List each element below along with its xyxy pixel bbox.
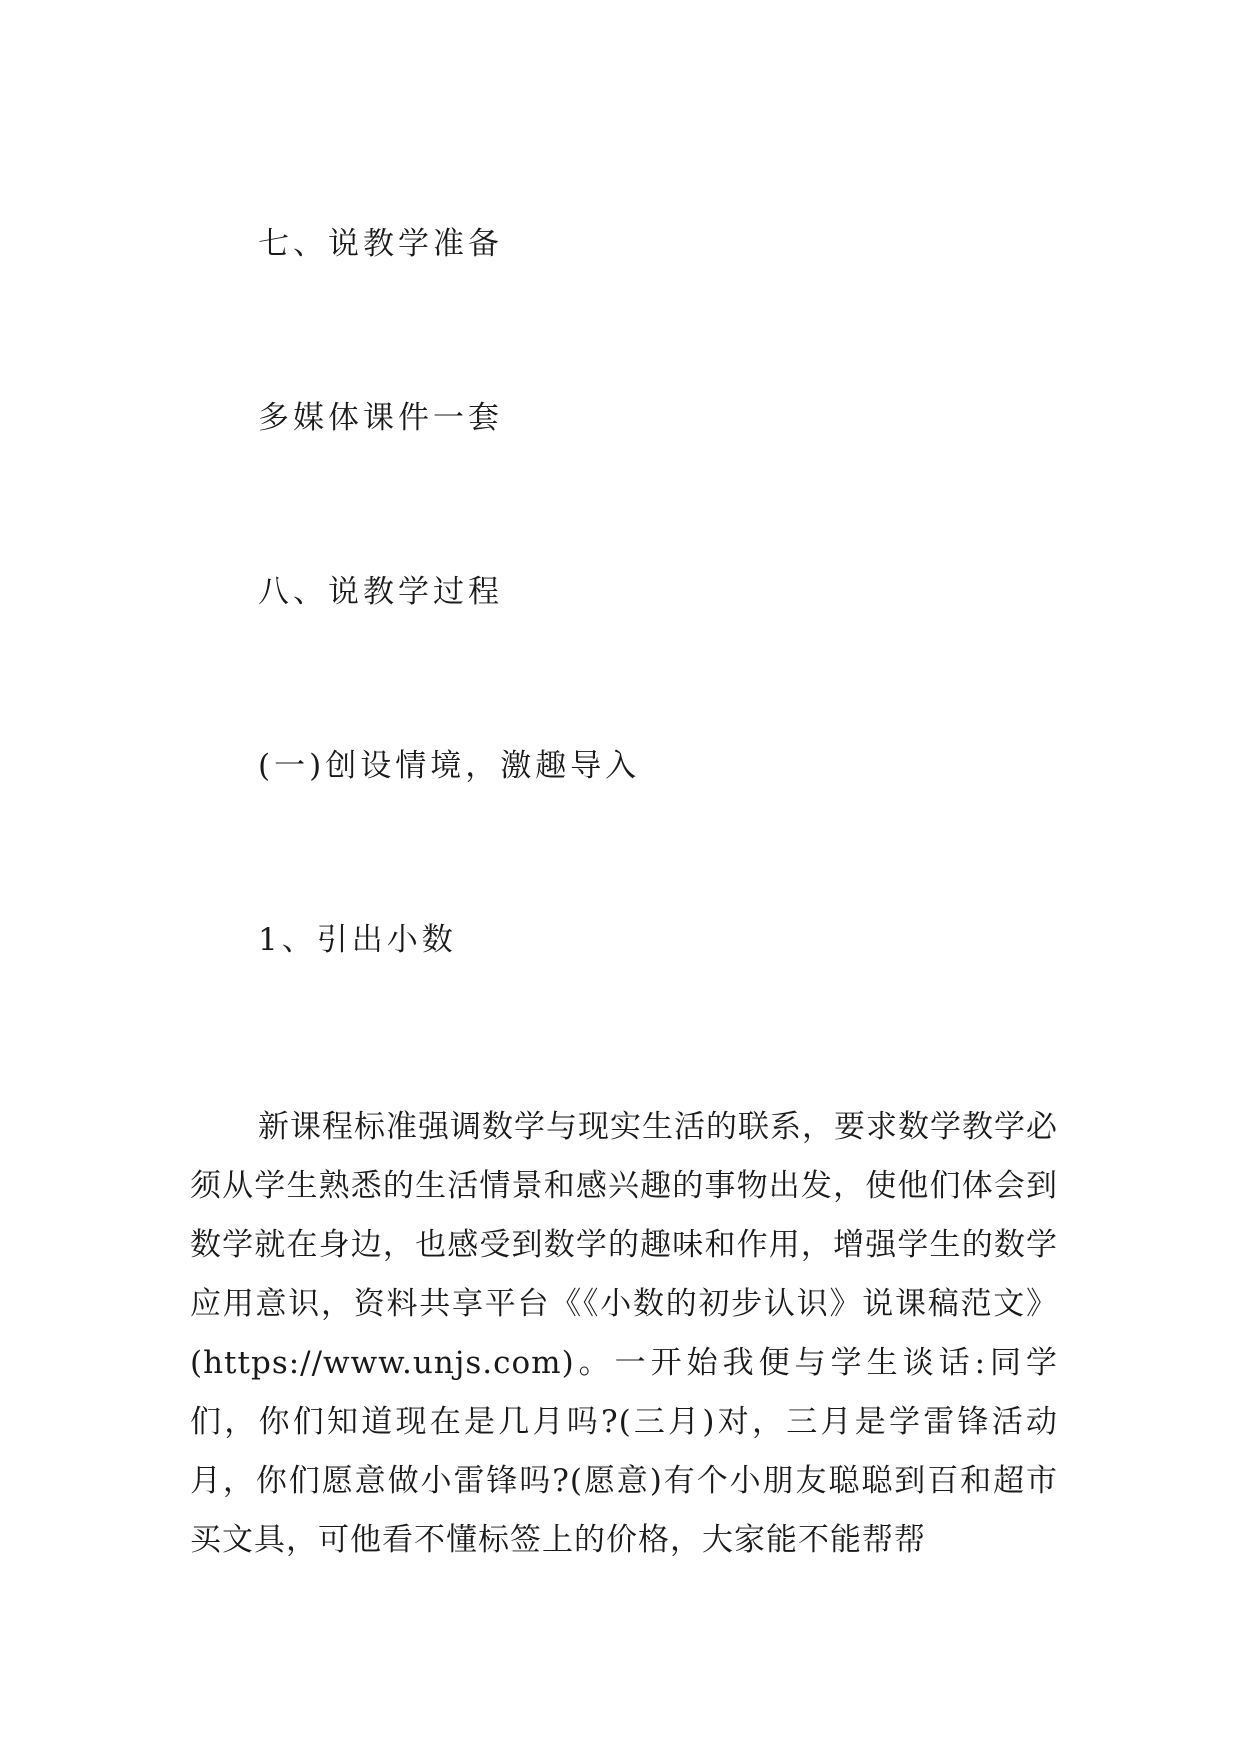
preparation-item-multimedia: 多媒体课件一套 bbox=[258, 400, 503, 436]
section-heading-teaching-process: 八、说教学过程 bbox=[258, 574, 503, 610]
section-heading-teaching-preparation: 七、说教学准备 bbox=[258, 226, 503, 262]
step-heading-introduce-decimals: 1、引出小数 bbox=[258, 922, 457, 958]
subsection-heading-introduction: (一)创设情境，激趣导入 bbox=[258, 748, 641, 784]
body-paragraph: 新课程标准强调数学与现实生活的联系，要求数学教学必须从学生熟悉的生活情景和感兴趣的事物出发，使他们体会到数学就在身边，也感受到数学的趣味和作用，增强学生的数学应用意识，资料共享平台《《小数的初步认识》说课稿范文》(https://www.unjs.com)。一开始我便与学生谈话:同学们，你们知道现在是几月吗?(三月)对，三月是学雷锋活动月，你们愿意做小雷锋吗?(愿意)有个小朋友聪聪到百和超市买文具，可他看不懂标签上的价格，大家能不能帮帮 bbox=[190, 1109, 1058, 1558]
